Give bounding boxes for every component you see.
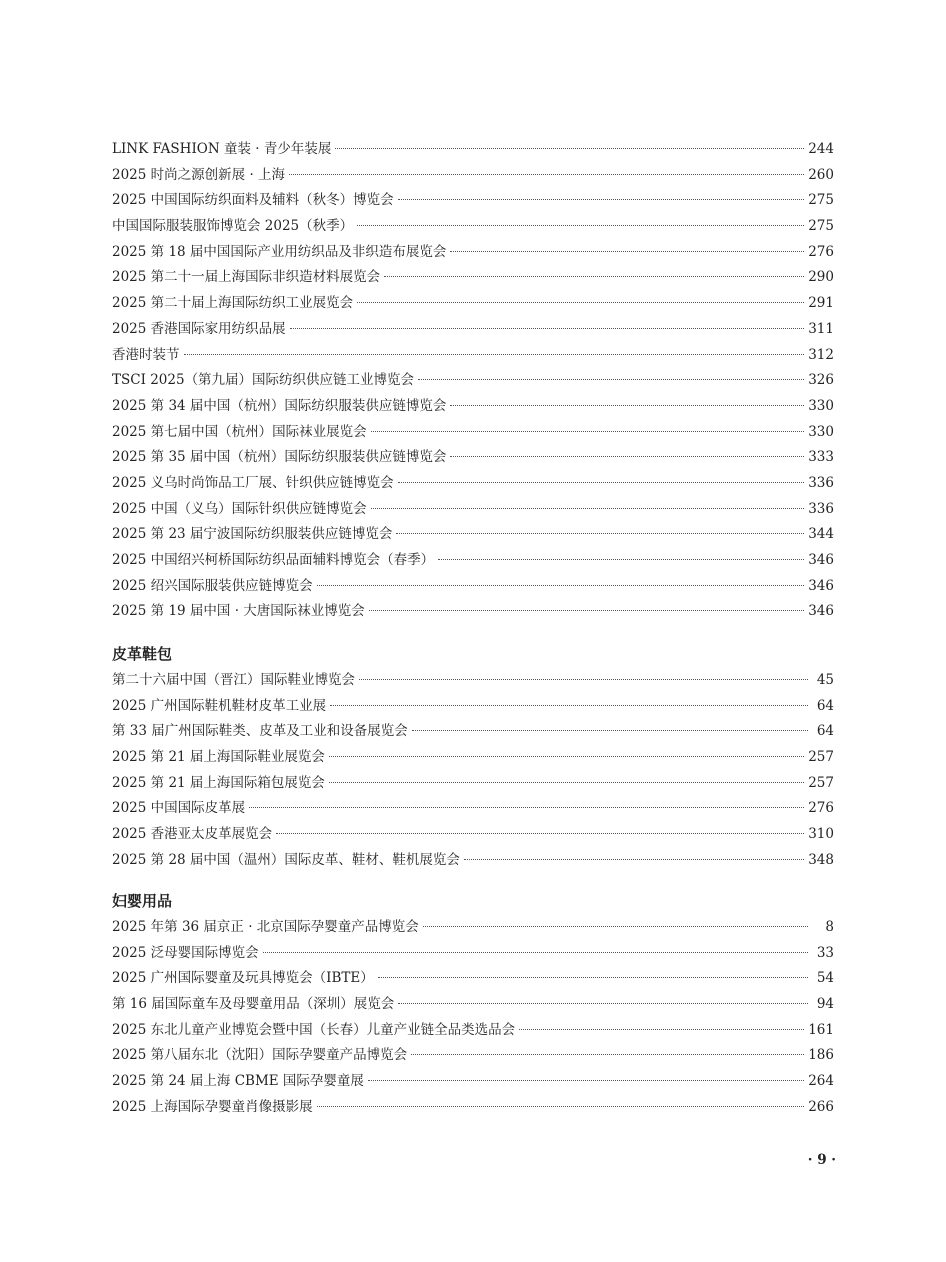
toc-entry-title: 2025 上海国际孕婴童肖像摄影展 (112, 1098, 313, 1115)
toc-entry-page: 311 (808, 320, 834, 337)
toc-entry-title: 2025 东北儿童产业博览会暨中国（长春）儿童产业链全品类选品会 (112, 1021, 516, 1038)
toc-entry-title: LINK FASHION 童装 · 青少年装展 (112, 141, 332, 157)
dot-leader (335, 148, 804, 149)
toc-entry-page: 94 (816, 996, 834, 1013)
dot-leader (398, 199, 805, 200)
toc-group-textiles (112, 137, 834, 625)
toc-entry-title: 2025 第 21 届上海国际箱包展览会 (112, 774, 325, 791)
toc-entry-title: 2025 第七届中国（杭州）国际袜业展览会 (112, 423, 367, 440)
dot-leader (249, 807, 804, 808)
toc-entry-title: 2025 第 24 届上海 CBME 国际孕婴童展 (112, 1073, 364, 1090)
toc-entry[interactable] (112, 745, 834, 771)
toc-entry-page: 330 (808, 397, 834, 414)
dot-leader (329, 782, 804, 783)
toc-entry-page: 64 (816, 723, 834, 740)
toc-entry[interactable] (112, 966, 834, 992)
toc-entry-page: 161 (808, 1021, 834, 1038)
toc-entry-page: 348 (808, 851, 834, 868)
toc-entry[interactable] (112, 574, 834, 600)
dot-leader (357, 225, 804, 226)
dot-leader (369, 610, 804, 611)
toc-entry-page: 264 (808, 1073, 834, 1090)
toc-entry[interactable] (112, 548, 834, 574)
dot-leader (450, 405, 804, 406)
toc-entry[interactable] (112, 214, 834, 240)
toc-entry-page: 346 (808, 552, 834, 568)
toc-entry[interactable] (112, 771, 834, 797)
toc-entry-title: 2025 广州国际鞋机鞋材皮革工业展 (112, 697, 327, 714)
dot-leader (368, 1080, 804, 1081)
toc-entry[interactable] (112, 265, 834, 291)
toc-entry-page: 64 (816, 697, 834, 714)
toc-entry-page: 257 (808, 749, 834, 766)
dot-leader (519, 1029, 804, 1030)
toc-entry[interactable] (112, 719, 834, 745)
toc-entry-title: 2025 第八届东北（沈阳）国际孕婴童产品博览会 (112, 1047, 408, 1064)
dot-leader (317, 1106, 805, 1107)
dot-leader (371, 431, 805, 432)
dot-leader (184, 354, 805, 355)
toc-entry-title: 2025 第 19 届中国 · 大唐国际袜业博览会 (112, 603, 365, 620)
dot-leader (418, 379, 804, 380)
toc-entry-page: 266 (808, 1098, 834, 1115)
dot-leader (423, 926, 808, 927)
toc-entry-title: 2025 义乌时尚饰品工厂展、针织供应链博览会 (112, 474, 394, 491)
toc-entry[interactable] (112, 992, 834, 1018)
toc-group-maternal-infant (112, 889, 834, 1121)
toc-entry-page: 276 (808, 800, 834, 817)
dot-leader (357, 302, 804, 303)
toc-entry-page: 244 (808, 141, 834, 157)
dot-leader (330, 705, 808, 706)
toc-entry-title: 2025 第二十一届上海国际非织造材料展览会 (112, 269, 381, 286)
toc-entry-title: 2025 香港亚太皮革展览会 (112, 826, 273, 843)
toc-entry-page: 333 (808, 449, 834, 466)
toc-entry[interactable] (112, 240, 834, 266)
toc-entry[interactable] (112, 1095, 834, 1121)
toc-entry[interactable] (112, 188, 834, 214)
toc-entry-page: 291 (808, 295, 834, 312)
toc-entry[interactable] (112, 163, 834, 189)
dot-leader (398, 482, 805, 483)
toc-entry-page: 310 (808, 826, 834, 843)
dot-leader (438, 559, 804, 560)
toc-entry-title: 2025 第 23 届宁波国际纺织服装供应链博览会 (112, 526, 393, 543)
toc-entry-page: 346 (808, 603, 834, 620)
toc-entry[interactable] (112, 394, 834, 420)
toc-entry[interactable] (112, 368, 834, 394)
toc-entry[interactable] (112, 822, 834, 848)
toc-entry[interactable] (112, 668, 834, 694)
dot-leader (398, 1003, 808, 1004)
dot-leader (464, 859, 804, 860)
toc-entry[interactable] (112, 1069, 834, 1095)
toc-entry-page: 275 (808, 192, 834, 209)
toc-entry-page: 326 (808, 372, 834, 389)
toc-entry-title: 第 16 届国际童车及母婴童用品（深圳）展览会 (112, 996, 395, 1013)
dot-leader (289, 174, 804, 175)
toc-entry-title: 2025 中国国际皮革展 (112, 800, 246, 817)
section-heading: 妇婴用品 (112, 892, 173, 910)
toc-entry[interactable] (112, 1043, 834, 1069)
dot-leader (450, 251, 804, 252)
dot-leader (384, 276, 804, 277)
toc-entry[interactable] (112, 343, 834, 369)
toc-entry-title: TSCI 2025（第九届）国际纺织供应链工业博览会 (112, 372, 415, 389)
dot-leader (290, 328, 805, 329)
toc-entry-page: 336 (808, 474, 834, 491)
dot-leader (329, 756, 804, 757)
toc-entry-title: 2025 中国国际纺织面料及辅料（秋冬）博览会 (112, 192, 394, 209)
section-heading: 皮革鞋包 (112, 645, 173, 663)
page-number: · 9 · (807, 1152, 836, 1168)
toc-entry-title: 2025 第 18 届中国国际产业用纺织品及非织造布展览会 (112, 243, 447, 260)
toc-entry-page: 330 (808, 423, 834, 440)
toc-entry-page: 260 (808, 166, 834, 183)
toc-entry-title: 2025 第 28 届中国（温州）国际皮革、鞋材、鞋机展览会 (112, 851, 460, 868)
toc-entry[interactable] (112, 848, 834, 874)
toc-entry-page: 275 (808, 218, 834, 235)
toc-entry-title: 2025 中国（义乌）国际针织供应链博览会 (112, 500, 367, 517)
toc-entry-title: 2025 第 35 届中国（杭州）国际纺织服装供应链博览会 (112, 449, 447, 466)
toc-entry-title: 2025 泛母婴国际博览会 (112, 944, 259, 961)
toc-entry-page: 33 (816, 944, 834, 961)
toc-entry-page: 8 (825, 919, 834, 935)
toc-entry-title: 2025 中国绍兴柯桥国际纺织品面辅料博览会（春季） (112, 552, 435, 568)
toc-entry-title: 2025 第 34 届中国（杭州）国际纺织服装供应链博览会 (112, 397, 447, 414)
toc-group-leather-shoes-bags (112, 642, 834, 874)
toc-entry[interactable] (112, 796, 834, 822)
dot-leader (450, 456, 804, 457)
dot-leader (396, 533, 804, 534)
toc-entry[interactable] (112, 420, 834, 446)
toc-entry[interactable] (112, 137, 834, 163)
toc-entry-page: 346 (808, 577, 834, 594)
toc-entry-page: 336 (808, 500, 834, 517)
toc-entry-title: 香港时装节 (112, 346, 180, 363)
toc-entry-title: 2025 第二十届上海国际纺织工业展览会 (112, 295, 354, 312)
toc-entry[interactable] (112, 941, 834, 967)
toc-entry-title: 2025 广州国际婴童及玩具博览会（IBTE） (112, 970, 374, 987)
dot-leader (359, 679, 808, 680)
dot-leader (378, 977, 808, 978)
toc-entry[interactable] (112, 694, 834, 720)
toc-entry-page: 344 (808, 526, 834, 543)
dot-leader (411, 1054, 804, 1055)
toc-entry-title: 2025 时尚之源创新展 · 上海 (112, 166, 286, 183)
toc-entry-title: 2025 香港国际家用纺织品展 (112, 320, 286, 337)
dot-leader (412, 730, 808, 731)
toc-entry[interactable] (112, 599, 834, 625)
toc-entry[interactable] (112, 317, 834, 343)
toc-entry-page: 312 (808, 346, 834, 363)
toc-entry-page: 290 (808, 269, 834, 286)
toc-entry[interactable] (112, 915, 834, 941)
toc-entry-title: 第 33 届广州国际鞋类、皮革及工业和设备展览会 (112, 723, 408, 740)
dot-leader (317, 585, 805, 586)
dot-leader (263, 952, 808, 953)
toc-entry-page: 186 (808, 1047, 834, 1064)
toc-entry-title: 2025 第 21 届上海国际鞋业展览会 (112, 749, 325, 766)
toc-entry[interactable] (112, 445, 834, 471)
toc-entry[interactable] (112, 1018, 834, 1044)
toc-entry[interactable] (112, 497, 834, 523)
toc-entry-title: 中国国际服装服饰博览会 2025（秋季） (112, 218, 354, 235)
toc-entry-page: 54 (816, 970, 834, 987)
toc-entry-page: 276 (808, 243, 834, 260)
toc-entry-page: 45 (816, 672, 834, 688)
toc-entry-page: 257 (808, 774, 834, 791)
dot-leader (371, 508, 805, 509)
toc-entry-title: 2025 年第 36 届京正 · 北京国际孕婴童产品博览会 (112, 919, 419, 935)
toc-entry[interactable] (112, 522, 834, 548)
toc-entry-title: 2025 绍兴国际服装供应链博览会 (112, 577, 313, 594)
toc-entry[interactable] (112, 471, 834, 497)
toc-entry-title: 第二十六届中国（晋江）国际鞋业博览会 (112, 672, 355, 688)
toc-entry[interactable] (112, 291, 834, 317)
dot-leader (276, 833, 804, 834)
